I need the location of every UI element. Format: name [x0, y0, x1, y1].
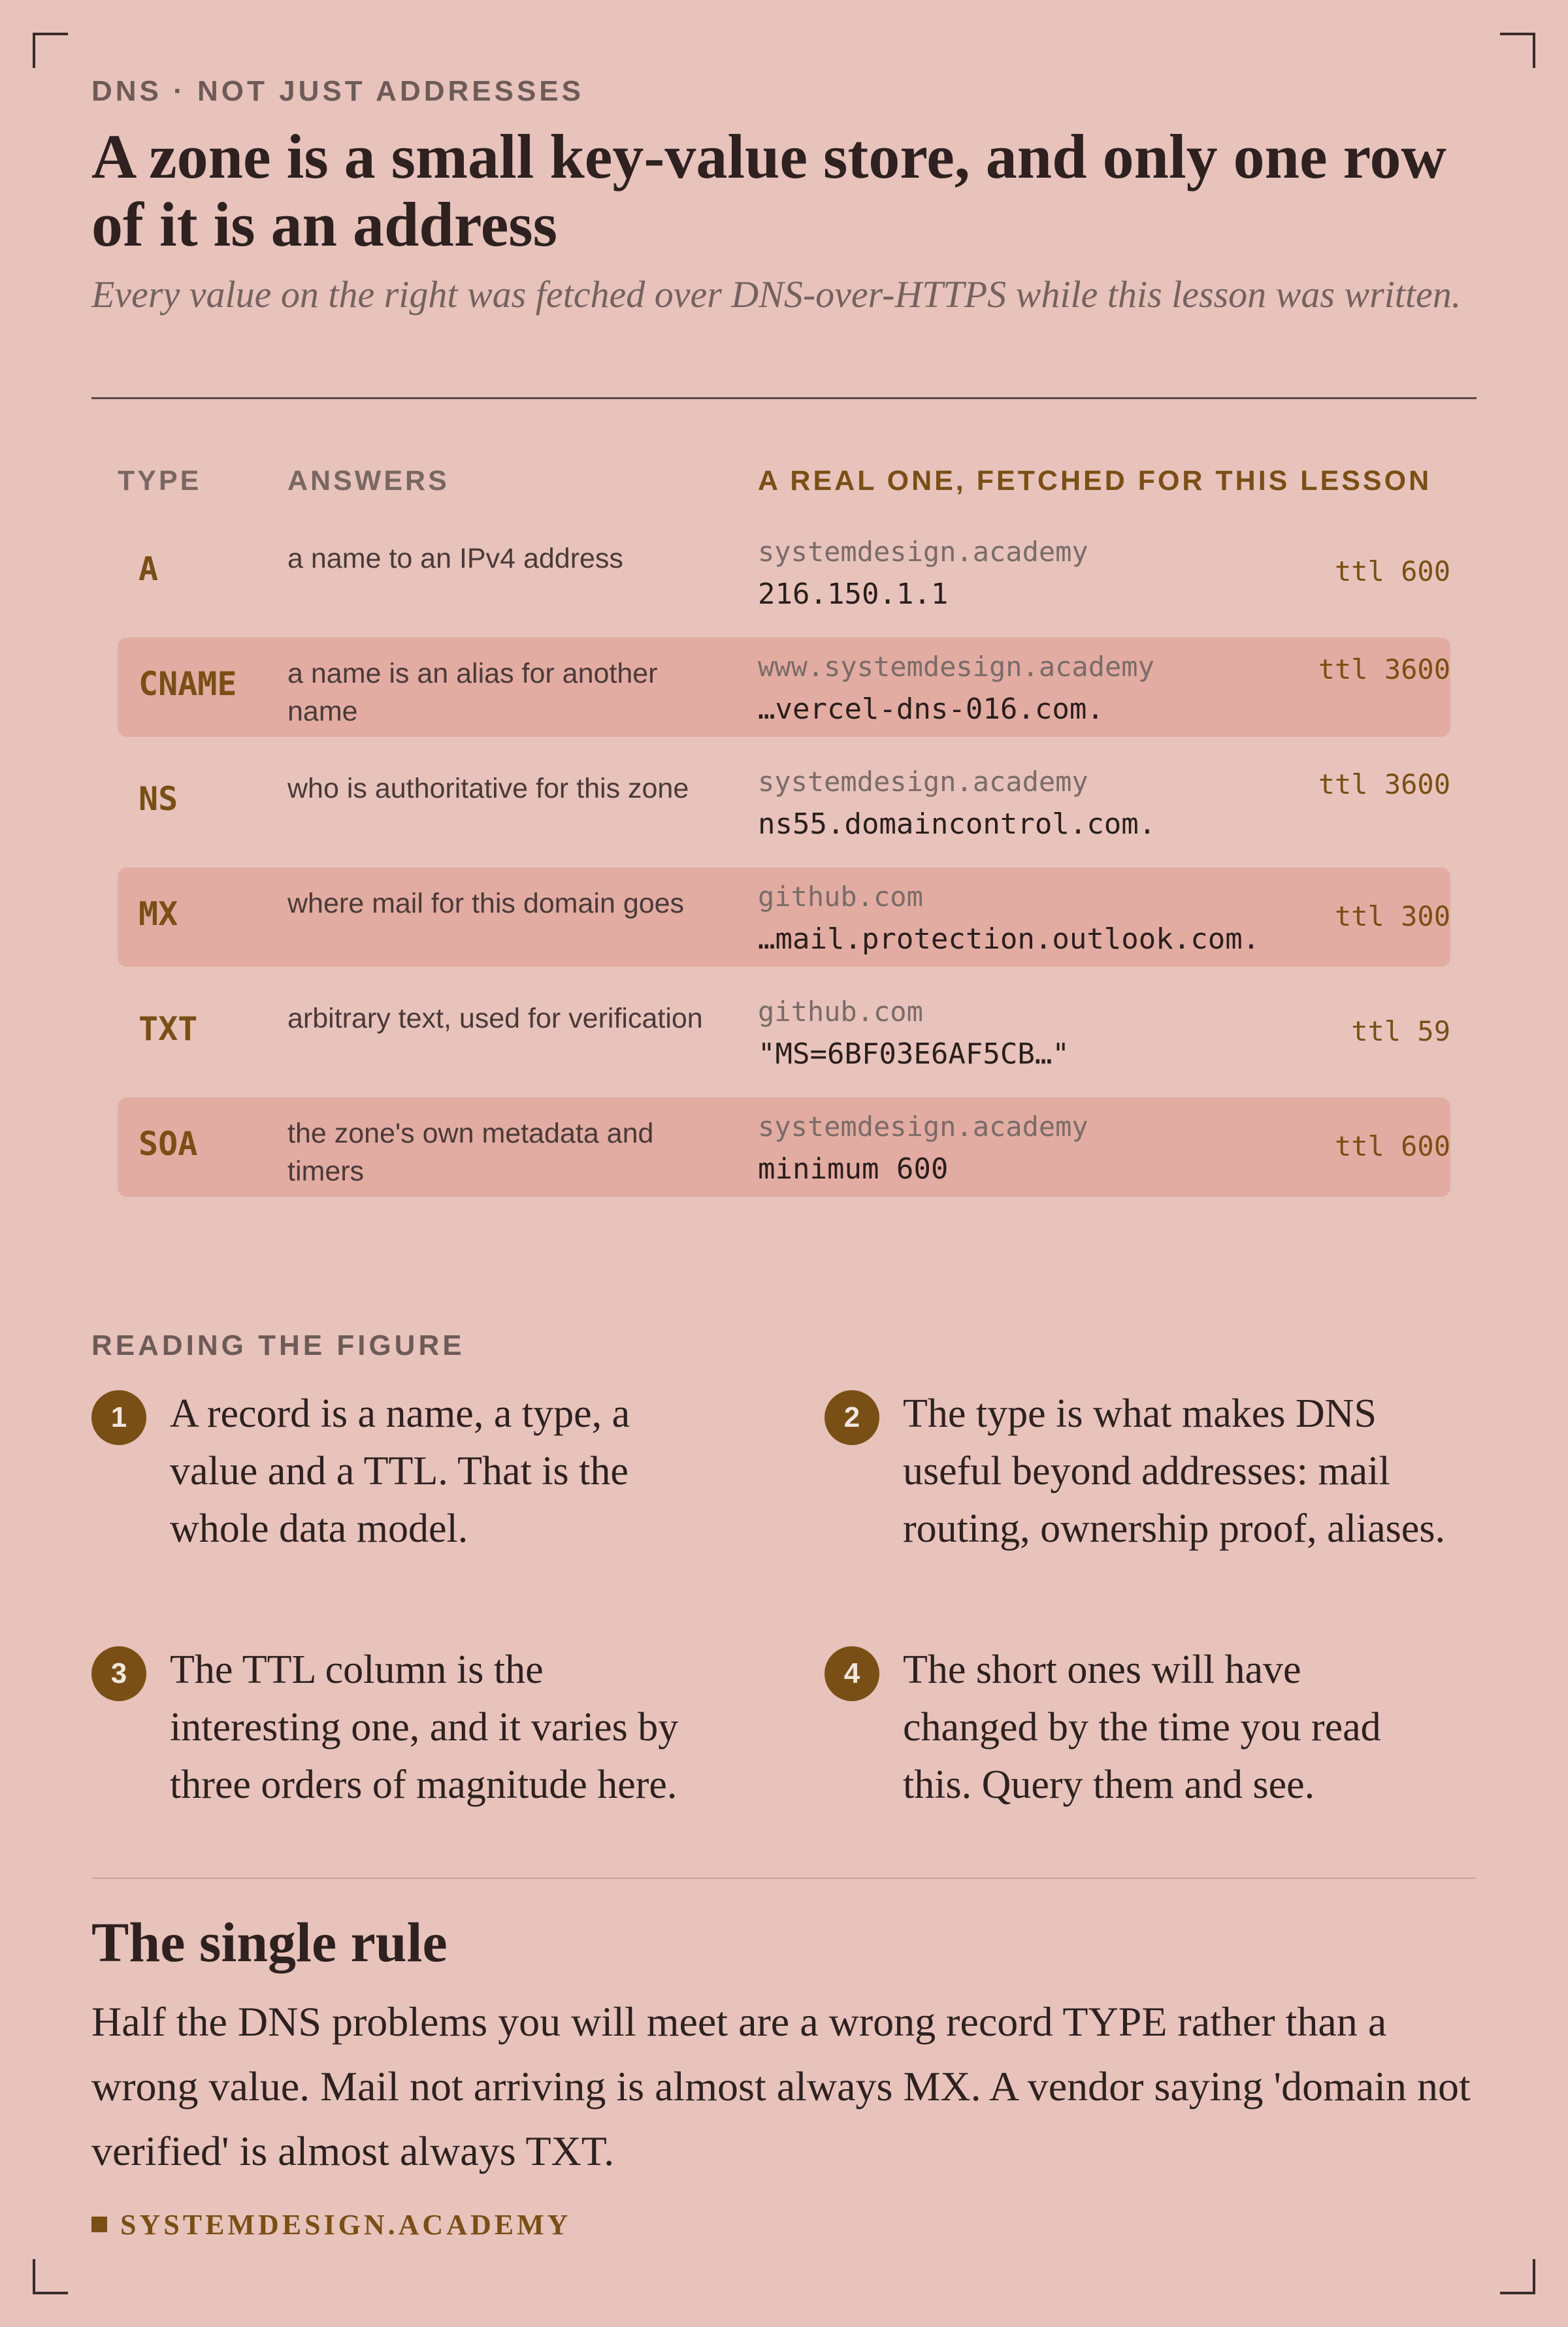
- number-badge: 4: [825, 1646, 879, 1701]
- record-value: minimum 600: [758, 1152, 949, 1186]
- corner-mark-bottom-left: [33, 2259, 68, 2294]
- table-row: [118, 753, 1450, 852]
- section-label: READING THE FIGURE: [91, 1329, 465, 1361]
- record-ttl: ttl 3600: [1318, 768, 1450, 800]
- number-badge: 3: [91, 1646, 146, 1701]
- eyebrow: DNS · NOT JUST ADDRESSES: [91, 75, 585, 107]
- record-description: a name is an alias for another name: [287, 658, 658, 727]
- record-type: MX: [139, 895, 178, 933]
- table-row: [118, 983, 1450, 1082]
- record-description: where mail for this domain goes: [287, 888, 685, 919]
- page-title: A zone is a small key-value store, and only one row of it is an address: [91, 122, 1446, 259]
- record-description: a name to an IPv4 address: [287, 543, 623, 574]
- page-subtitle: Every value on the right was fetched over DNS-over-HTTPS while this lesson was written.: [91, 273, 1462, 316]
- corner-mark-top-left: [33, 33, 68, 68]
- note-text: A record is a name, a type, a value and a TTL. That is the whole data model.: [170, 1391, 630, 1551]
- note-text: The TTL column is the interesting one, and it varies by three orders of magnitude here.: [170, 1648, 679, 1807]
- record-table: [118, 523, 1450, 1212]
- brand-name: SYSTEMDESIGN.ACADEMY: [120, 2208, 572, 2241]
- record-description: arbitrary text, used for verification: [287, 1003, 703, 1034]
- corner-mark-bottom-right: [1500, 2259, 1535, 2294]
- table-row: [118, 1098, 1450, 1197]
- footer: [91, 2208, 571, 2241]
- record-type: SOA: [139, 1125, 198, 1163]
- record-type: TXT: [139, 1010, 198, 1048]
- table-header: [91, 465, 1477, 504]
- record-value: 216.150.1.1: [758, 578, 949, 611]
- record-type: NS: [139, 780, 178, 818]
- record-type: A: [139, 550, 159, 588]
- divider: [91, 397, 1477, 399]
- column-header-type: TYPE: [118, 465, 202, 496]
- divider: [91, 1878, 1477, 1879]
- record-description: who is authoritative for this zone: [287, 773, 689, 804]
- record-value: ns55.domaincontrol.com.: [758, 807, 1156, 841]
- record-host: www.systemdesign.academy: [758, 651, 1154, 683]
- record-description: the zone's own metadata and timers: [287, 1118, 654, 1187]
- note-text: The type is what makes DNS useful beyond addresses: mail routing, ownership proof, aliases.: [903, 1391, 1445, 1551]
- number-badge: 2: [825, 1390, 879, 1445]
- rule-heading: The single rule: [91, 1911, 448, 1974]
- brand-square-icon: [91, 2217, 107, 2232]
- table-row: [118, 868, 1450, 967]
- record-value: …mail.protection.outlook.com.: [758, 922, 1260, 956]
- column-header-answers: ANSWERS: [287, 465, 449, 496]
- table-row: [118, 523, 1450, 622]
- number-badge: 1: [91, 1390, 146, 1445]
- record-host: github.com: [758, 996, 923, 1028]
- record-ttl: ttl 59: [1351, 1015, 1450, 1047]
- record-value: "MS=6BF03E6AF5CB…": [758, 1037, 1070, 1071]
- table-row: [118, 638, 1450, 737]
- record-host: github.com: [758, 881, 923, 913]
- corner-mark-top-right: [1500, 33, 1535, 68]
- rule-body: Half the DNS problems you will meet are a wrong record TYPE rather than a wrong value. Mail not arriving is almost always MX. A vendor saying 'domain not verified' is almost always TXT.: [91, 1998, 1471, 2174]
- record-ttl: ttl 300: [1334, 900, 1450, 932]
- note-text: The short ones will have changed by the time you read this. Query them and see.: [903, 1648, 1381, 1807]
- record-host: systemdesign.academy: [758, 536, 1088, 568]
- record-ttl: ttl 600: [1334, 555, 1450, 587]
- record-host: systemdesign.academy: [758, 1111, 1088, 1143]
- record-value: …vercel-dns-016.com.: [758, 692, 1104, 726]
- record-ttl: ttl 3600: [1318, 653, 1450, 685]
- column-header-real: A REAL ONE, FETCHED FOR THIS LESSON: [758, 465, 1432, 496]
- record-host: systemdesign.academy: [758, 766, 1088, 798]
- record-ttl: ttl 600: [1334, 1130, 1450, 1162]
- record-type: CNAME: [139, 665, 237, 703]
